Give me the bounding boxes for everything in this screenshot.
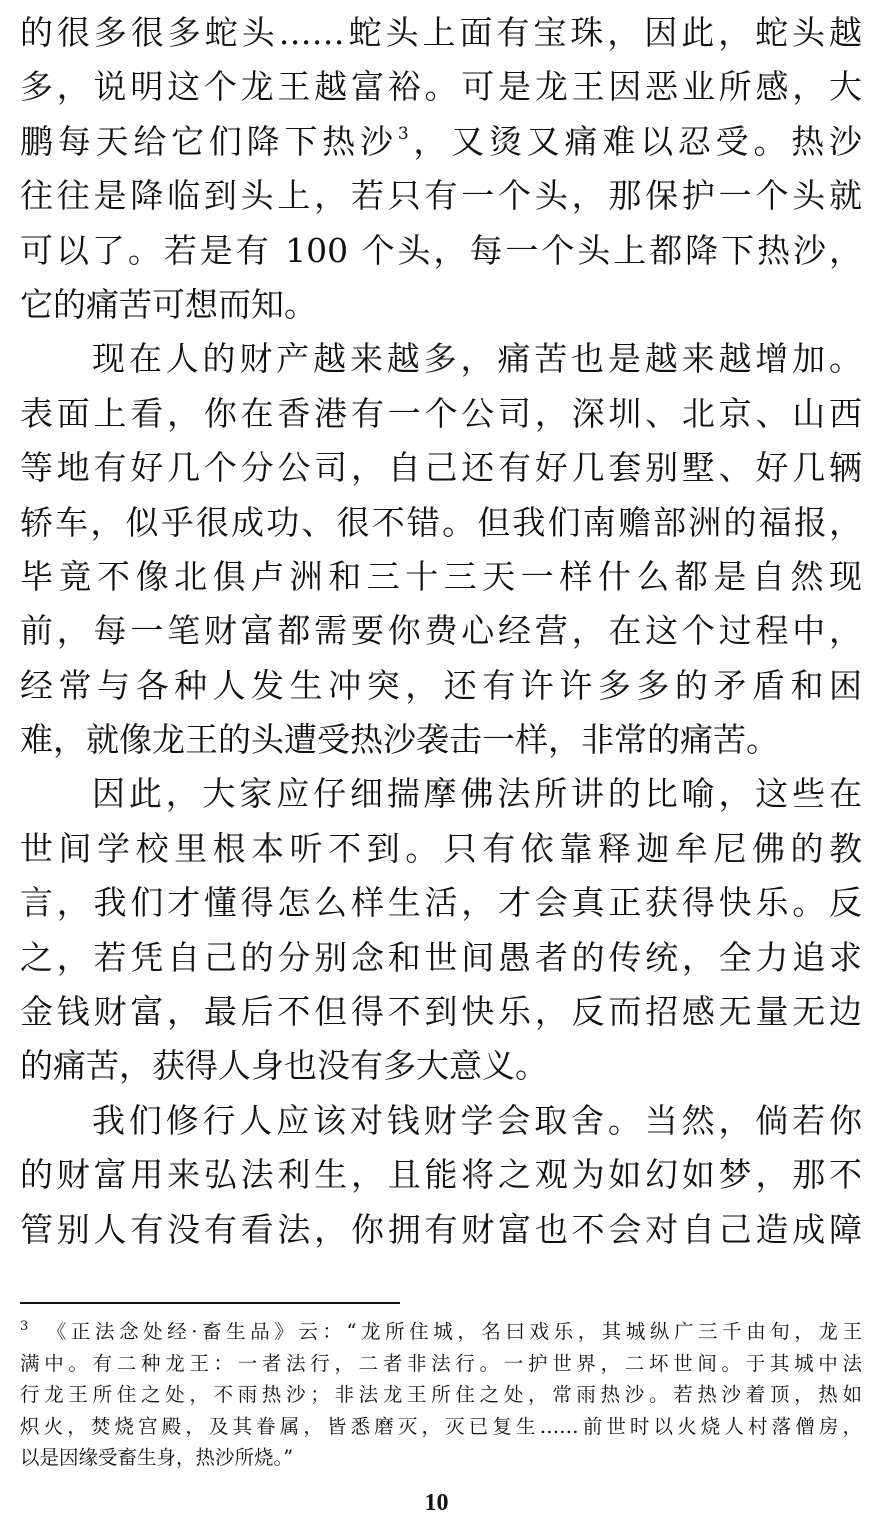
page-number: 10	[424, 1490, 449, 1516]
footnote-line: 炽火，焚烧宫殿，及其眷属，皆悉磨灭，灭已复生……前世时以火烧人村落僧房，	[20, 1414, 862, 1438]
footnote-line: 以是因缘受畜生身，热沙所烧。”	[20, 1446, 294, 1469]
text-line: 轿车，似乎很成功、很不错。但我们南赡部洲的福报，	[20, 502, 862, 542]
text-line: 表面上看，你在香港有一个公司，深圳、北京、山西	[20, 393, 862, 433]
text-line: 多，说明这个龙王越富裕。可是龙王因恶业所感，大	[20, 67, 862, 107]
text-line: 等地有好几个分公司，自己还有好几套别墅、好几辆	[20, 448, 862, 488]
text-line: 难，就像龙王的头遭受热沙袭击一样，非常的痛苦。	[20, 720, 779, 760]
footnote-line: 行龙王所住之处，不雨热沙；非法龙王所住之处，常雨热沙。若热沙着顶，热如	[20, 1383, 862, 1406]
text-line: 经常与各种人发生冲突，还有许许多多的矛盾和困	[20, 665, 862, 705]
footnote-line	[20, 1316, 862, 1348]
footnote-divider	[20, 1302, 400, 1304]
footnote-reference[interactable]: 3	[397, 123, 409, 144]
footnote-number: 3	[20, 1319, 29, 1334]
footnote-text: 《正法念处经·畜生品》云：“龙所住城，名曰戏乐，其城纵广三千由旬，龙王	[42, 1320, 862, 1343]
text-segment: ，又烫又痛难以忍受。热沙	[408, 121, 863, 161]
text-line: 之，若凭自己的分别念和世间愚者的传统，全力追求	[20, 937, 862, 977]
footnote-line: 满中。有二种龙王：一者法行，二者非法行。一护世界，二坏世间。于其城中法	[20, 1351, 862, 1375]
text-line: 的财富用来弘法利生，且能将之观为如幻如梦，那不	[20, 1155, 862, 1195]
text-line: 的很多很多蛇头……蛇头上面有宝珠，因此，蛇头越	[20, 13, 862, 52]
paragraph-first-line: 因此，大家应仔细揣摩佛法所讲的比喻，这些在	[92, 774, 862, 814]
paragraph-first-line: 我们修行人应该对钱财学会取舍。当然，倘若你	[92, 1100, 862, 1140]
text-line: 世间学校里根本听不到。只有依靠释迦牟尼佛的教	[20, 828, 862, 868]
footnote	[20, 1316, 862, 1474]
text-line: 毕竟不像北俱卢洲和三十三天一样什么都是自然现	[20, 556, 862, 596]
text-line: 的痛苦，获得人身也没有多大意义。	[20, 1046, 548, 1086]
text-line: 往往是降临到头上，若只有一个头，那保护一个头就	[20, 176, 862, 216]
text-line: 它的痛苦可想而知。	[20, 284, 317, 324]
main-text	[20, 6, 862, 1257]
text-line: 可以了。若是有 100 个头，每一个头上都降下热沙，	[20, 230, 862, 270]
text-line: 前，每一笔财富都需要你费心经营，在这个过程中，	[20, 611, 862, 651]
paragraph-first-line: 现在人的财产越来越多，痛苦也是越来越增加。	[92, 339, 862, 379]
text-line: 言，我们才懂得怎么样生活，才会真正获得快乐。反	[20, 883, 862, 923]
text-line: 金钱财富，最后不但得不到快乐，反而招感无量无边	[20, 992, 862, 1032]
text-line	[20, 115, 862, 169]
text-segment: 鹏每天给它们降下热沙	[20, 121, 398, 161]
text-line: 管别人有没有看法，你拥有财富也不会对自己造成障	[20, 1209, 862, 1249]
